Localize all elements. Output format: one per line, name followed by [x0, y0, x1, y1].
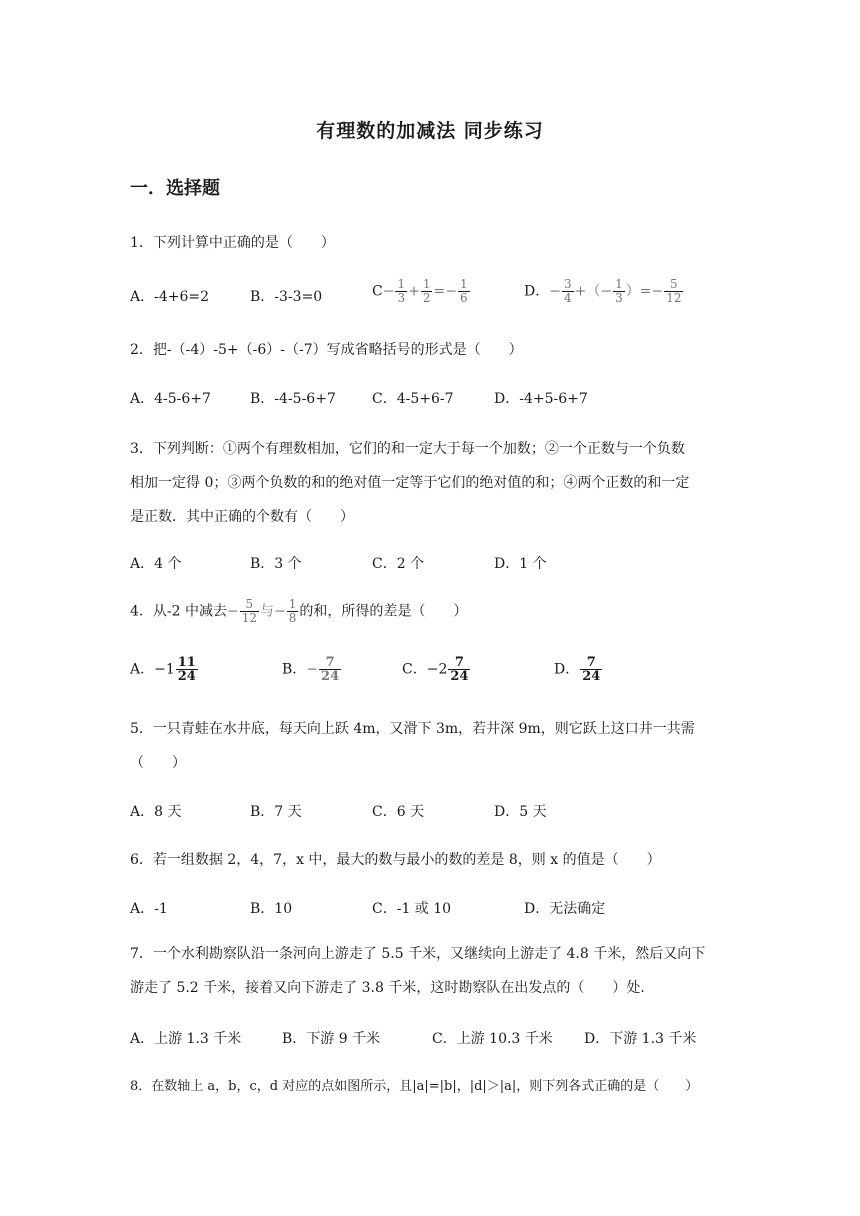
q3-option-c: C．2 个 [372, 556, 425, 572]
q1-option-a: A．-4+6=2 [130, 289, 210, 305]
q4-option-c-letter: C． [402, 661, 427, 678]
q4-den: 12 [241, 611, 258, 625]
q1c-frac-1-2 [421, 278, 433, 305]
q1d-den2: 3 [615, 291, 623, 305]
q4c-num: 7 [454, 655, 464, 670]
question-6-stem: 6．若一组数据 2，4，7，x 中，最大的数与最小的数的差是 8，则 x 的值是（ ） [130, 852, 661, 868]
q1-option-b: B．-3-3=0 [250, 289, 323, 305]
q1-option-d-letter: D． [524, 283, 550, 300]
q4-minus: − [227, 603, 239, 620]
q7-option-a: A．上游 1.3 千米 [130, 1031, 242, 1047]
q4a-frac-11-24 [176, 656, 198, 683]
q4a-den: 24 [177, 669, 196, 684]
q6-option-c: C．-1 或 10 [372, 901, 452, 917]
q7-stem-line-1: 7．一个水利勘察队沿一条河向上游走了 5.5 千米，又继续向上游走了 4.8 千米，然后又向下 [130, 946, 706, 962]
q1d-den3: 12 [666, 291, 682, 305]
question-2-stem: 2．把-（-4）-5+（-6）-（-7）写成省略括号的形式是（ ） [130, 342, 523, 358]
q1d-num2: 1 [615, 277, 623, 291]
q1d-plus: + [574, 283, 587, 300]
q1d-minus3: − [651, 283, 664, 300]
q1d-rp: ） [625, 283, 640, 300]
q4a-num: 11 [177, 655, 196, 670]
q1c-den3: 6 [459, 291, 468, 305]
q4d-frac-7-24 [580, 656, 602, 683]
question-1-stem: 1．下列计算中正确的是（ ） [130, 235, 335, 251]
q4-frac-1-8 [287, 598, 299, 625]
page-title: 有理数的加减法 同步练习 [316, 120, 544, 142]
q1d-num: 3 [563, 277, 572, 291]
q1d-frac-1-3 [613, 278, 625, 305]
q5-option-d: D．5 天 [494, 804, 547, 820]
q4c-frac-7-24 [448, 656, 470, 683]
q1d-num3: 5 [670, 277, 678, 291]
question-8-stem: 8．在数轴上 a，b，c，d 对应的点如图所示，且|a|=|b|，|d|＞|a|，则下列各式正确的是（ ） [130, 1079, 699, 1094]
q1c-num2: 1 [422, 277, 431, 291]
q1d-minus: − [549, 283, 561, 300]
question-7-stem [130, 937, 732, 1005]
q4-num2: 1 [288, 597, 297, 611]
q5-stem-line-2: （ ） [130, 755, 186, 771]
q1c-minus: − [382, 283, 395, 300]
q1d-minus2: − [600, 283, 613, 300]
q1c-den: 3 [397, 291, 406, 305]
q4c-den: 24 [450, 669, 469, 684]
q4-stem-mid: 与 [260, 603, 275, 620]
q4b-den: 24 [321, 669, 340, 684]
q1c-num3: 1 [459, 277, 468, 291]
q1d-den: 4 [563, 291, 572, 305]
q4d-num: 7 [586, 655, 596, 670]
q7-option-b: B．下游 9 千米 [282, 1031, 381, 1047]
q3-option-a: A．4 个 [130, 556, 182, 572]
q3-stem-line-2: 相加一定得 0；③两个负数的和的绝对值一定等于它们的绝对值的和；④两个正数的和一定 [130, 475, 690, 491]
q1c-minus2: − [445, 283, 457, 300]
q4-num: 5 [245, 597, 254, 611]
q4a-int: −1 [154, 661, 175, 678]
q4c-int: −2 [426, 661, 448, 678]
q3-option-b: B．3 个 [250, 556, 302, 572]
q1c-den2: 2 [422, 291, 431, 305]
q7-stem-line-2: 游走了 5.2 千米，接着又向下游走了 3.8 千米，这时勘察队在出发点的（ ）处． [130, 980, 655, 996]
q6-option-a: A．-1 [130, 901, 168, 917]
q1-option-d [524, 278, 684, 305]
q4-option-d-letter: D． [554, 661, 580, 678]
q4-stem-pre: 4．从-2 中减去 [130, 603, 227, 620]
q1c-num: 1 [397, 277, 406, 291]
question-5-stem [130, 712, 732, 780]
q1c-eq: = [433, 283, 446, 300]
q1d-frac-5-12 [664, 278, 683, 305]
q7-option-c: C．上游 10.3 千米 [432, 1031, 553, 1047]
q6-option-d: D．无法确定 [524, 901, 606, 917]
q4-option-b [282, 656, 342, 683]
q7-option-d: D．下游 1.3 千米 [584, 1031, 697, 1047]
q5-option-b: B．7 天 [250, 804, 302, 820]
q3-stem-line-1: 3．下列判断：①两个有理数相加，它们的和一定大于每一个加数；②一个正数与一个负数 [130, 441, 685, 457]
q1d-lp: （ [586, 283, 601, 300]
q3-option-d: D．1 个 [494, 556, 547, 572]
q4-frac-5-12 [240, 598, 259, 625]
q5-option-c: C．6 天 [372, 804, 425, 820]
q4-option-a [130, 656, 199, 683]
q4b-frac-7-24 [319, 656, 341, 683]
q2-option-d: D．-4+5-6+7 [494, 391, 588, 407]
q1d-eq: = [639, 283, 652, 300]
q4-minus2: − [274, 603, 286, 620]
q2-option-a: A．4-5-6+7 [130, 391, 211, 407]
q1c-frac-1-3 [395, 278, 407, 305]
q4-option-c [402, 656, 471, 683]
q4-option-d [554, 656, 603, 683]
q1-option-c [372, 278, 471, 305]
question-3-stem [130, 432, 732, 534]
q4-den2: 8 [288, 611, 297, 625]
q1-option-c-letter: C [372, 283, 383, 300]
q4-stem-post: 的和，所得的差是（ ） [299, 603, 468, 620]
question-4-stem [130, 598, 467, 625]
q3-stem-line-3: 是正数．其中正确的个数有（ ） [130, 509, 354, 525]
q4b-minus: − [306, 661, 319, 678]
q4d-den: 24 [582, 669, 601, 684]
q1c-plus: + [408, 283, 420, 300]
q1c-frac-1-6 [458, 278, 470, 305]
q1d-frac-3-4 [562, 278, 574, 305]
q5-option-a: A．8 天 [130, 804, 182, 820]
q2-option-c: C．4-5+6-7 [372, 391, 454, 407]
q2-option-b: B．-4-5-6+7 [250, 391, 336, 407]
q4-option-a-letter: A． [130, 661, 155, 678]
q6-option-b: B．10 [250, 901, 293, 917]
q5-stem-line-1: 5．一只青蛙在水井底，每天向上跃 4m，又滑下 3m，若井深 9m，则它跃上这口井一共需 [130, 721, 695, 737]
section-heading: 一．选择题 [130, 178, 220, 199]
q4b-num: 7 [325, 655, 335, 670]
q4-option-b-letter: B． [282, 661, 307, 678]
